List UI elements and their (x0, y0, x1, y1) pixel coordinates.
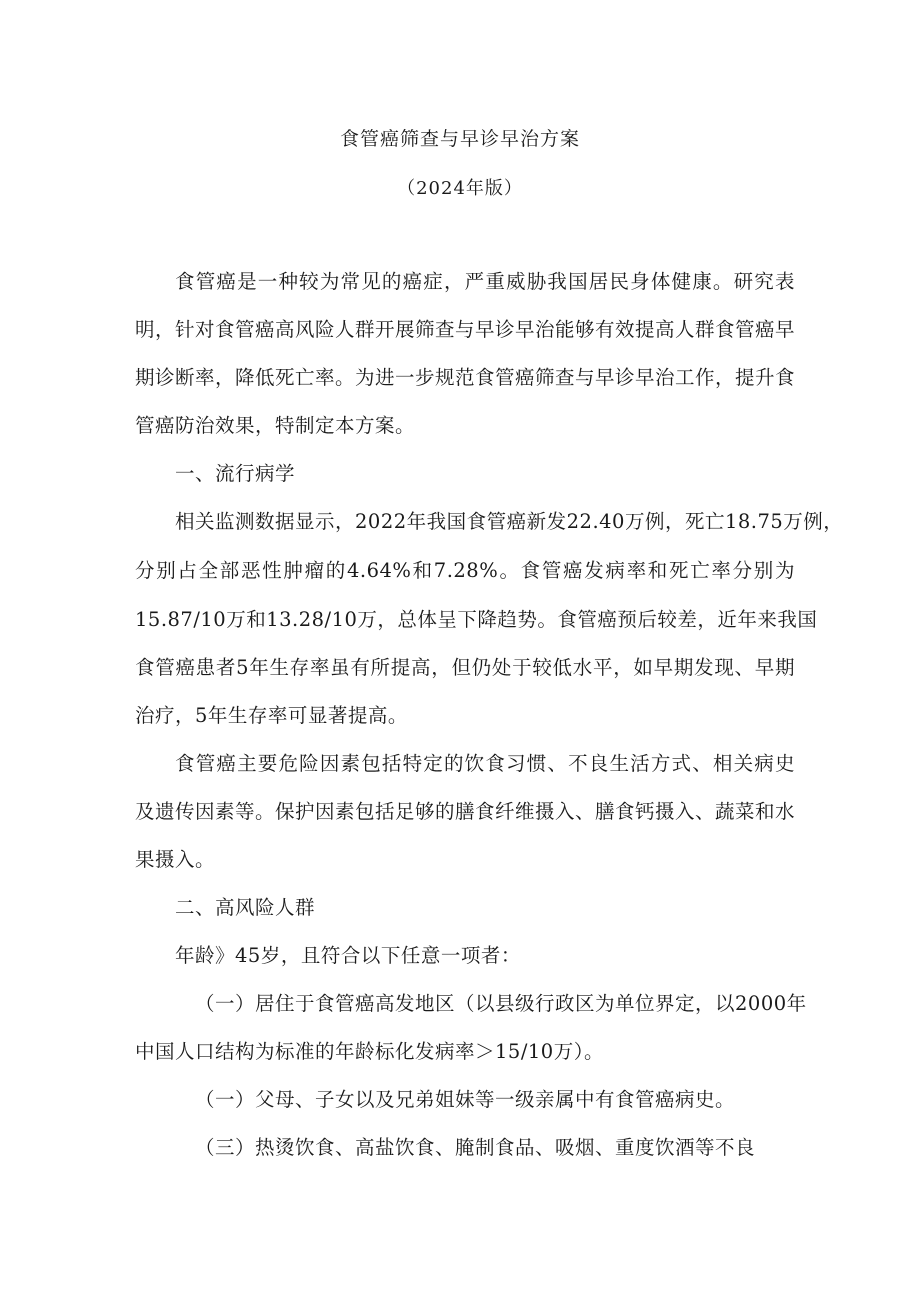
intro-line-2: 明，针对食管癌高风险人群开展筛查与早诊早治能够有效提高人群食管癌早 (135, 318, 796, 341)
intro-line-4: 管癌防治效果，特制定本方案。 (135, 414, 416, 437)
document-edition: （2024年版） (397, 178, 523, 199)
section1-para1-line-5: 治疗，5年生存率可显著提高。 (135, 704, 408, 727)
section1-para1-line-4: 食管癌患者5年生存率虽有所提高，但仍处于较低水平，如早期发现、早期 (135, 656, 795, 679)
document-title: 食管癌筛查与早诊早治方案 (339, 128, 580, 150)
section1-para2-line-2: 及遗传因素等。保护因素包括足够的膳食纤维摄入、膳食钙摄入、蔬菜和水 (135, 800, 796, 823)
section1-heading: 一、流行病学 (175, 462, 296, 485)
section2-item1-line-2: 中国人口结构为标准的年龄标化发病率＞15/10万）。 (135, 1040, 604, 1063)
section1-para2-line-1: 食管癌主要危险因素包括特定的饮食习惯、不良生活方式、相关病史 (175, 752, 795, 775)
section1-para2-line-3: 果摄入。 (135, 848, 216, 871)
section2-item1-line-1: （一）居住于食管癌高发地区（以县级行政区为单位界定，以2000年 (195, 992, 807, 1015)
section2-heading: 二、高风险人群 (175, 896, 316, 919)
section2-item2: （一）父母、子女以及兄弟姐妹等一级亲属中有食管癌病史。 (195, 1088, 736, 1111)
section1-para1-line-1: 相关监测数据显示，2022年我国食管癌新发22.40万例，死亡18.75万例， (175, 510, 844, 533)
section1-para1-line-2: 分别占全部恶性肿瘤的4.64%和7.28%。食管癌发病率和死亡率分别为 (135, 559, 795, 582)
intro-line-1: 食管癌是一种较为常见的癌症，严重威胁我国居民身体健康。研究表 (175, 270, 795, 293)
intro-line-3: 期诊断率，降低死亡率。为进一步规范食管癌筛查与早诊早治工作，提升食 (135, 366, 796, 389)
section1-para1-line-3: 15.87/10万和13.28/10万，总体呈下降趋势。食管癌预后较差，近年来我国 (135, 608, 818, 631)
section2-criteria: 年龄》45岁，且符合以下任意一项者： (175, 944, 521, 967)
section2-item3: （三）热烫饮食、高盐饮食、腌制食品、吸烟、重度饮酒等不良 (195, 1136, 756, 1159)
